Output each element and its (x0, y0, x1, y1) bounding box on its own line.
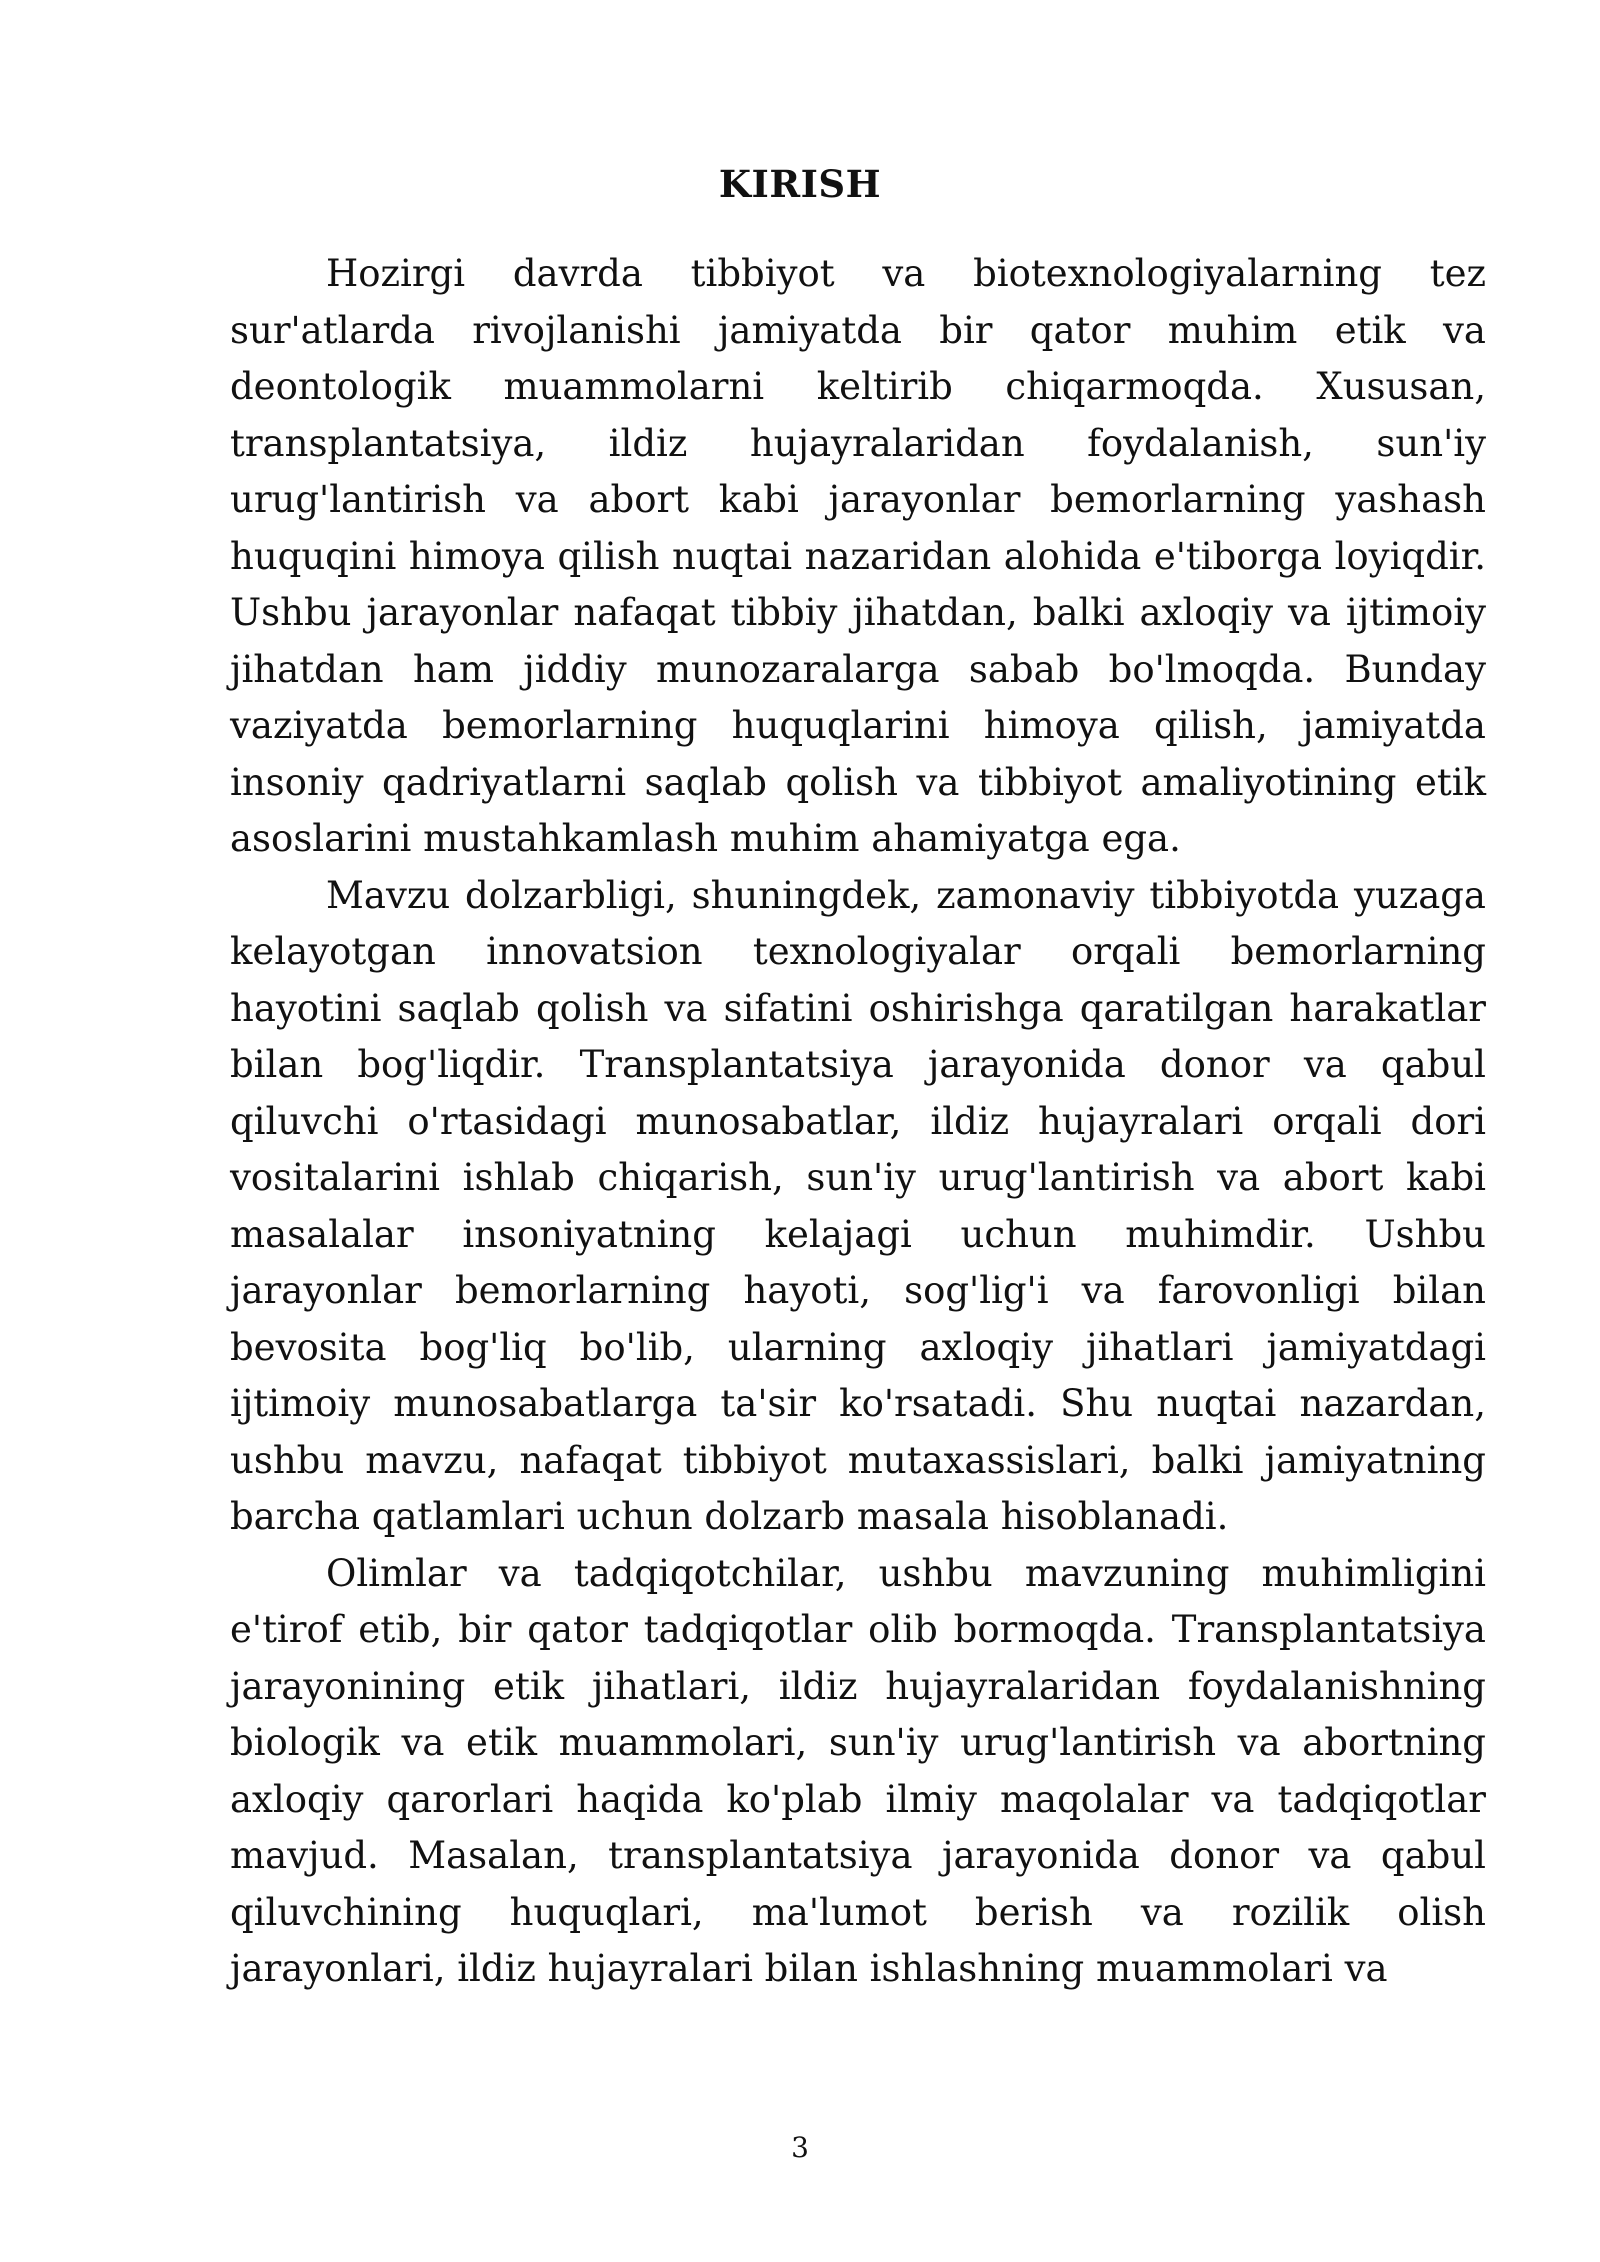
page-number: 3 (791, 2131, 809, 2164)
body-text (230, 246, 1486, 1998)
paragraph-2: Mavzu dolzarbligi, shuningdek, zamonaviy tibbiyotda yuzaga kelayotgan innovatsion texnologiyalar orqali bemorlarning hayotini saqlab qolish va sifatini oshirishga qaratilgan harakatlar bilan bog'liqdir. Transplantatsiya jarayonida donor va qabul qiluvchi o'rtasidagi munosabatlar, ildiz hujayralari orqali dori vositalarini ishlab chiqarish, sun'iy urug'lantirish va abort kabi masalalar insoniyatning kelajagi uchun muhimdir. Ushbu jarayonlar bemorlarning hayoti, sog'lig'i va farovonligi bilan bevosita bog'liq bo'lib, ularning axloqiy jihatlari jamiyatdagi ijtimoiy munosabatlarga ta'sir ko'rsatadi. Shu nuqtai nazardan, ushbu mavzu, nafaqat tibbiyot mutaxassislari, balki jamiyatning barcha qatlamlari uchun dolzarb masala hisoblanadi. (230, 873, 1486, 1538)
paragraph-3: Olimlar va tadqiqotchilar, ushbu mavzuning muhimligini e'tirof etib, bir qator tadqiqotlar olib bormoqda. Transplantatsiya jarayonining etik jihatlari, ildiz hujayralaridan foydalanishning biologik va etik muammolari, sun'iy urug'lantirish va abortning axloqiy qarorlari haqida ko'plab ilmiy maqolalar va tadqiqotlar mavjud. Masalan, transplantatsiya jarayonida donor va qabul qiluvchining huquqlari, ma'lumot berish va rozilik olish jarayonlari, ildiz hujayralari bilan ishlashning muammolari va (230, 1551, 1486, 1990)
page-title: KIRISH (718, 162, 882, 206)
paragraph-1: Hozirgi davrda tibbiyot va biotexnologiyalarning tez sur'atlarda rivojlanishi jamiyatda bir qator muhim etik va deontologik muammolarni keltirib chiqarmoqda. Xususan, transplantatsiya, ildiz hujayralaridan foydalanish, sun'iy urug'lantirish va abort kabi jarayonlar bemorlarning yashash huquqini himoya qilish nuqtai nazaridan alohida e'tiborga loyiqdir. Ushbu jarayonlar nafaqat tibbiy jihatdan, balki axloqiy va ijtimoiy jihatdan ham jiddiy munozaralarga sabab bo'lmoqda. Bunday vaziyatda bemorlarning huquqlarini himoya qilish, jamiyatda insoniy qadriyatlarni saqlab qolish va tibbiyot amaliyotining etik asoslarini mustahkamlash muhim ahamiyatga ega. (230, 252, 1486, 860)
